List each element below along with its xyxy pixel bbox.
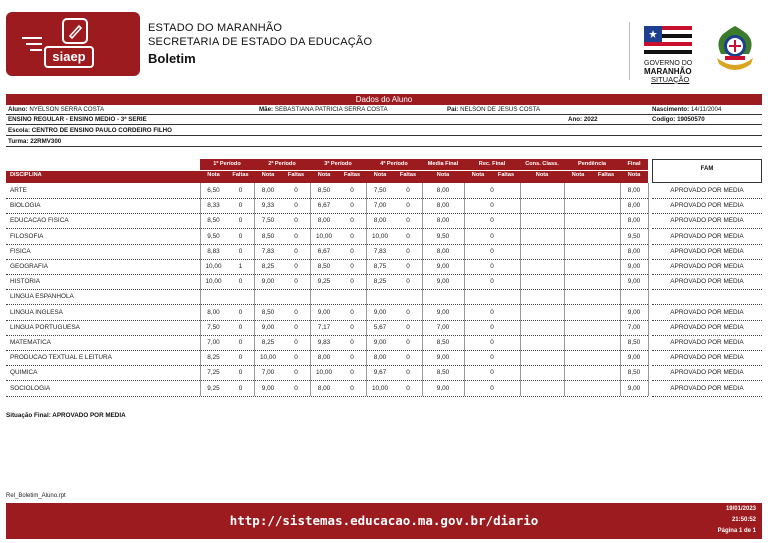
p2n-cell: 7,83	[261, 247, 275, 255]
final-cell: 8,50	[627, 369, 641, 377]
fam-row	[652, 350, 762, 366]
p2f-cell: 0	[294, 278, 298, 286]
mf-cell: 8,50	[436, 339, 450, 346]
table-row	[6, 183, 648, 199]
p1n-cell: 9,50	[207, 232, 220, 240]
disciplina-cell: BIOLOGIA	[10, 202, 41, 210]
rec-cell: 0	[490, 369, 494, 377]
p4n-cell: 9,00	[373, 339, 387, 346]
p3n-cell: 6,67	[317, 202, 331, 210]
p2n-cell: 9,33	[261, 202, 275, 210]
siaep-logo	[6, 12, 140, 76]
mf-cell: 8,00	[436, 202, 450, 210]
rec-cell: 0	[490, 232, 494, 240]
fam-status-cell: APROVADO POR MEDIA	[670, 384, 744, 392]
disciplina-cell: FILOSOFIA	[10, 232, 44, 240]
p2f-cell: 0	[294, 354, 298, 362]
report-filename: Rel_Boletim_Aluno.rpt	[6, 493, 66, 499]
table-row	[6, 229, 648, 245]
codigo-field: Codigo: 19050570	[652, 116, 705, 123]
p3f-cell: 0	[350, 263, 354, 270]
pai-field: Pai: NELSON DE JESUS COSTA	[447, 106, 541, 113]
fam-status-cell: APROVADO POR MEDIA	[670, 323, 744, 331]
divider	[6, 135, 762, 136]
p4f-cell: 0	[406, 308, 410, 316]
p4f-cell: 0	[406, 202, 410, 210]
faltas-subheader: Faltas	[232, 172, 249, 178]
fam-row	[652, 365, 762, 381]
disciplina-cell: PRODUCAO TEXTUAL E LEITURA	[10, 354, 112, 362]
rec-cell: 0	[490, 187, 494, 194]
p1f-cell: 0	[238, 369, 243, 377]
p3f-cell: 0	[350, 247, 354, 255]
p1n-cell: 7,00	[207, 339, 220, 346]
p1f-cell: 0	[238, 247, 243, 255]
p1n-cell: 8,33	[207, 202, 220, 210]
faltas-subheader: Faltas	[399, 172, 417, 178]
p2f-cell: 0	[294, 369, 298, 377]
p4n-cell: 10,00	[372, 384, 388, 392]
column-separator	[366, 183, 367, 396]
p4n-cell: 7,00	[373, 202, 387, 210]
fam-row	[652, 213, 762, 229]
p2f-cell: 0	[294, 217, 298, 225]
fam-status-cell: APROVADO POR MEDIA	[670, 278, 744, 286]
p3f-cell: 0	[350, 278, 354, 286]
p3n-cell: 9,83	[317, 339, 331, 346]
page-indicator: Página 1 de 1	[717, 528, 756, 534]
rec-cell: 0	[490, 202, 494, 210]
p4f-cell: 0	[406, 323, 410, 331]
mf-cell: 8,00	[436, 247, 450, 255]
nota-subheader: Nota	[471, 172, 485, 178]
fam-status-cell: APROVADO POR MEDIA	[670, 308, 744, 316]
print-date: 19/01/2023	[725, 506, 756, 512]
maranhao-flag-icon	[644, 26, 692, 58]
mf-cell: 9,00	[436, 354, 450, 362]
header-divider	[629, 22, 630, 80]
p4f-cell: 0	[406, 278, 410, 286]
mf-cell: 8,00	[436, 187, 450, 194]
gov-label-line3: SITUAÇÃO	[651, 75, 690, 84]
nota-subheader: Nota	[207, 172, 220, 178]
p4n-cell: 8,75	[373, 263, 387, 270]
p4n-cell: 7,83	[373, 247, 387, 255]
p2f-cell: 0	[294, 323, 298, 331]
fam-row	[652, 305, 762, 321]
curso-field: ENSINO REGULAR - ENSINO MEDIO - 3ª SERIE	[8, 116, 147, 123]
table-row	[6, 274, 648, 290]
p2n-cell: 9,00	[261, 323, 275, 331]
period-group-header: Final	[627, 161, 641, 167]
table-row	[6, 289, 648, 305]
p2f-cell: 0	[294, 263, 298, 270]
table-row	[6, 198, 648, 214]
p3f-cell: 0	[350, 323, 354, 331]
fam-status-cell: APROVADO POR MEDIA	[670, 369, 744, 377]
mf-cell: 9,00	[436, 278, 450, 286]
nota-subheader: Nota	[261, 172, 275, 178]
period-group-header: Rec. Final	[478, 161, 506, 167]
fam-status-cell: APROVADO POR MEDIA	[670, 354, 744, 362]
mae-field: Mãe: SEBASTIANA PATRICIA SERRA COSTA	[259, 106, 388, 113]
p4f-cell: 0	[406, 384, 410, 392]
disciplina-cell: SOCIOLOGIA	[10, 384, 51, 392]
fam-status-cell: APROVADO POR MEDIA	[670, 263, 744, 270]
p2n-cell: 8,50	[261, 308, 275, 316]
disciplina-cell: LINGUA PORTUGUESA	[10, 323, 80, 331]
fam-status-cell: APROVADO POR MEDIA	[670, 202, 744, 210]
p2n-cell: 7,50	[261, 217, 275, 225]
p1f-cell: 0	[238, 278, 243, 286]
final-cell: 9,00	[627, 384, 641, 392]
column-separator	[254, 183, 255, 396]
table-row	[6, 213, 648, 229]
p3n-cell: 10,00	[316, 232, 332, 240]
nota-subheader: Nota	[436, 172, 450, 178]
mf-cell: 9,50	[436, 232, 450, 240]
state-name: ESTADO DO MARANHÃO	[148, 22, 283, 34]
column-separator	[310, 183, 311, 396]
p1f-cell: 0	[238, 202, 243, 210]
final-cell: 8,00	[627, 217, 641, 225]
nota-subheader: Nota	[317, 172, 331, 178]
p1n-cell: 9,25	[207, 384, 220, 392]
p4f-cell: 0	[406, 369, 410, 377]
p1n-cell: 7,50	[207, 323, 220, 331]
p4f-cell: 0	[406, 247, 410, 255]
p2f-cell: 0	[294, 247, 298, 255]
system-url[interactable]: http://sistemas.educacao.ma.gov.br/diario	[229, 513, 539, 528]
footer-bar	[6, 503, 762, 539]
final-cell: 9,00	[627, 278, 641, 286]
p1f-cell: 0	[238, 308, 243, 316]
disciplina-cell: ARTE	[10, 187, 27, 194]
final-cell: 8,50	[627, 339, 641, 346]
p3n-cell: 8,00	[317, 217, 331, 225]
pen-icon	[62, 18, 88, 44]
faltas-subheader: Faltas	[497, 172, 515, 178]
rec-cell: 0	[490, 308, 494, 316]
final-cell: 9,50	[627, 232, 641, 240]
gov-label-line2: MARANHÃO	[644, 67, 692, 76]
aluno-field: Aluno: NYELSON SERRA COSTA	[8, 106, 105, 113]
table-row	[6, 365, 648, 381]
p1n-cell: 10,00	[205, 263, 222, 270]
fam-row	[652, 229, 762, 245]
rec-cell: 0	[490, 263, 494, 270]
period-group-header: Cons. Class.	[525, 161, 559, 167]
p2f-cell: 0	[294, 384, 298, 392]
p1f-cell: 1	[238, 263, 243, 270]
mf-cell: 9,00	[436, 384, 450, 392]
p2n-cell: 8,00	[261, 187, 275, 194]
disciplina-cell: MATEMATICA	[10, 339, 51, 346]
p1n-cell: 6,50	[207, 187, 220, 194]
final-cell: 7,00	[627, 323, 641, 331]
mf-cell: 7,00	[436, 323, 450, 331]
p4f-cell: 0	[406, 232, 410, 240]
fam-row	[652, 198, 762, 214]
p3f-cell: 0	[350, 187, 354, 194]
p4n-cell: 5,67	[373, 323, 387, 331]
faltas-subheader: Faltas	[597, 172, 615, 178]
table-row	[6, 381, 648, 397]
fam-status-cell: APROVADO POR MEDIA	[670, 247, 744, 255]
column-separator	[520, 183, 521, 396]
logo-text: siaep	[44, 46, 94, 68]
rec-cell: 0	[490, 384, 494, 392]
p1f-cell: 0	[238, 354, 243, 362]
p4n-cell: 8,00	[373, 217, 387, 225]
faltas-subheader: Faltas	[287, 172, 305, 178]
disciplina-cell: EDUCACAO FISICA	[10, 217, 69, 225]
p1f-cell: 0	[238, 384, 243, 392]
p2n-cell: 7,00	[261, 369, 275, 377]
secretariat-name: SECRETARIA DE ESTADO DA EDUCAÇÃO	[148, 36, 373, 48]
final-cell: 8,00	[627, 187, 641, 194]
fam-status-cell: APROVADO POR MEDIA	[670, 232, 744, 240]
column-separator	[620, 183, 621, 396]
p2n-cell: 8,25	[261, 263, 275, 270]
p4n-cell: 8,25	[373, 278, 387, 286]
disciplina-cell: GEOGRAFIA	[10, 263, 48, 270]
fam-row	[652, 183, 762, 199]
p4n-cell: 9,00	[373, 308, 387, 316]
column-separator	[564, 183, 565, 396]
p1n-cell: 8,25	[207, 354, 220, 362]
p3n-cell: 9,00	[317, 308, 331, 316]
p4f-cell: 0	[406, 339, 410, 346]
period-group-header: 2º Período	[268, 161, 296, 167]
p3f-cell: 0	[350, 217, 354, 225]
rec-cell: 0	[490, 354, 494, 362]
p1f-cell: 0	[238, 323, 243, 331]
p1n-cell: 7,25	[207, 369, 220, 377]
p2n-cell: 9,00	[261, 384, 275, 392]
ano-field: Ano: 2022	[568, 116, 598, 123]
p3n-cell: 8,00	[317, 354, 331, 362]
p4n-cell: 8,00	[373, 354, 387, 362]
fam-row	[652, 335, 762, 351]
mf-cell: 8,50	[436, 369, 450, 377]
p3f-cell: 0	[350, 339, 354, 346]
gov-label-line1: GOVERNO DO	[644, 60, 693, 67]
p1f-cell: 0	[238, 339, 243, 346]
state-coat-of-arms-icon	[711, 24, 759, 76]
p4f-cell: 0	[406, 354, 410, 362]
p4f-cell: 0	[406, 217, 410, 225]
final-cell: 9,00	[627, 263, 641, 270]
p2n-cell: 9,00	[261, 278, 275, 286]
p3f-cell: 0	[350, 369, 354, 377]
nota-subheader: Nota	[373, 172, 387, 178]
table-row	[6, 244, 648, 260]
p2f-cell: 0	[294, 339, 298, 346]
table-row	[6, 320, 648, 336]
mf-cell: 9,00	[436, 263, 450, 270]
p1n-cell: 8,83	[207, 247, 220, 255]
divider	[6, 146, 762, 147]
fam-status-cell: APROVADO POR MEDIA	[670, 187, 744, 194]
disciplina-cell: LINGUA ESPANHOLA	[10, 293, 74, 301]
table-row	[6, 305, 648, 321]
fam-row	[652, 320, 762, 336]
fam-header: FAM	[652, 159, 762, 183]
p2n-cell: 8,50	[261, 232, 275, 240]
table-row	[6, 350, 648, 366]
p1n-cell: 8,00	[207, 308, 220, 316]
student-data-header: Dados do Aluno	[6, 94, 762, 105]
p4f-cell: 0	[406, 187, 410, 194]
p1n-cell: 8,50	[207, 217, 220, 225]
p2n-cell: 8,25	[261, 339, 275, 346]
disciplina-header: DISCIPLINA	[10, 172, 42, 178]
disciplina-cell: HISTORIA	[10, 278, 41, 286]
period-group-header: 1º Período	[213, 161, 241, 167]
p3f-cell: 0	[350, 232, 354, 240]
p4f-cell: 0	[406, 263, 410, 270]
p4n-cell: 7,50	[373, 187, 387, 194]
p3n-cell: 8,50	[317, 263, 331, 270]
fam-status-cell: APROVADO POR MEDIA	[670, 217, 744, 225]
period-group-header: Pendência	[578, 161, 606, 167]
rec-cell: 0	[490, 323, 494, 331]
p3n-cell: 8,00	[317, 384, 331, 392]
disciplina-cell: QUIMICA	[10, 369, 38, 377]
p1f-cell: 0	[238, 217, 243, 225]
fam-status-cell: APROVADO POR MEDIA	[670, 339, 744, 346]
nota-subheader: Nota	[571, 172, 585, 178]
p1f-cell: 0	[238, 187, 243, 194]
p2f-cell: 0	[294, 202, 298, 210]
p3f-cell: 0	[350, 308, 354, 316]
document-title: Boletim	[148, 51, 196, 66]
disciplina-cell: FISICA	[10, 247, 31, 255]
p2n-cell: 10,00	[260, 354, 276, 362]
p3n-cell: 8,50	[317, 187, 331, 194]
fam-row	[652, 274, 762, 290]
print-time: 21:50:52	[731, 517, 756, 523]
column-separator	[200, 183, 201, 396]
column-separator	[648, 183, 649, 396]
escola-field: Escola: CENTRO DE ENSINO PAULO CORDEIRO FILHO	[8, 127, 172, 134]
p3f-cell: 0	[350, 384, 354, 392]
p3f-cell: 0	[350, 354, 354, 362]
final-cell: 8,00	[627, 202, 641, 210]
rec-cell: 0	[490, 217, 494, 225]
table-row	[6, 335, 648, 351]
period-group-header: 4º Período	[380, 161, 408, 167]
p1f-cell: 0	[238, 232, 243, 240]
divider	[6, 114, 762, 115]
column-separator	[422, 183, 423, 396]
p4n-cell: 9,67	[373, 369, 387, 377]
p3n-cell: 10,00	[316, 369, 332, 377]
nota-subheader: Nota	[535, 172, 549, 178]
p2f-cell: 0	[294, 232, 298, 240]
disciplina-cell: LINGUA INGLESA	[10, 308, 63, 316]
fam-row	[652, 244, 762, 260]
fam-row	[652, 289, 762, 305]
p1n-cell: 10,00	[205, 278, 222, 286]
column-separator	[464, 183, 465, 396]
p4n-cell: 10,00	[372, 232, 388, 240]
mf-cell: 8,00	[436, 217, 450, 225]
nota-subheader: Nota	[627, 172, 641, 178]
fam-row	[652, 381, 762, 397]
rec-cell: 0	[490, 278, 494, 286]
p2f-cell: 0	[294, 187, 298, 194]
period-group-header: 3º Período	[324, 161, 352, 167]
p3n-cell: 7,17	[317, 323, 331, 331]
p2f-cell: 0	[294, 308, 298, 316]
p3n-cell: 9,25	[317, 278, 331, 286]
table-row	[6, 259, 648, 275]
rec-cell: 0	[490, 247, 494, 255]
rec-cell: 0	[490, 339, 494, 346]
final-cell: 9,00	[627, 354, 641, 362]
final-cell: 9,00	[627, 308, 641, 316]
divider	[6, 124, 762, 125]
final-situation: Situação Final: APROVADO POR MEDIA	[6, 412, 126, 419]
fam-row	[652, 259, 762, 275]
p3n-cell: 6,67	[317, 247, 331, 255]
mf-cell: 9,00	[436, 308, 450, 316]
period-group-header: Media Final	[427, 161, 459, 167]
turma-field: Turma: 22RMV300	[8, 138, 62, 145]
nascimento-field: Nascimento: 14/11/2004	[652, 106, 722, 113]
p3f-cell: 0	[350, 202, 354, 210]
final-cell: 8,00	[627, 247, 641, 255]
speed-lines-icon	[20, 32, 44, 62]
faltas-subheader: Faltas	[343, 172, 361, 178]
